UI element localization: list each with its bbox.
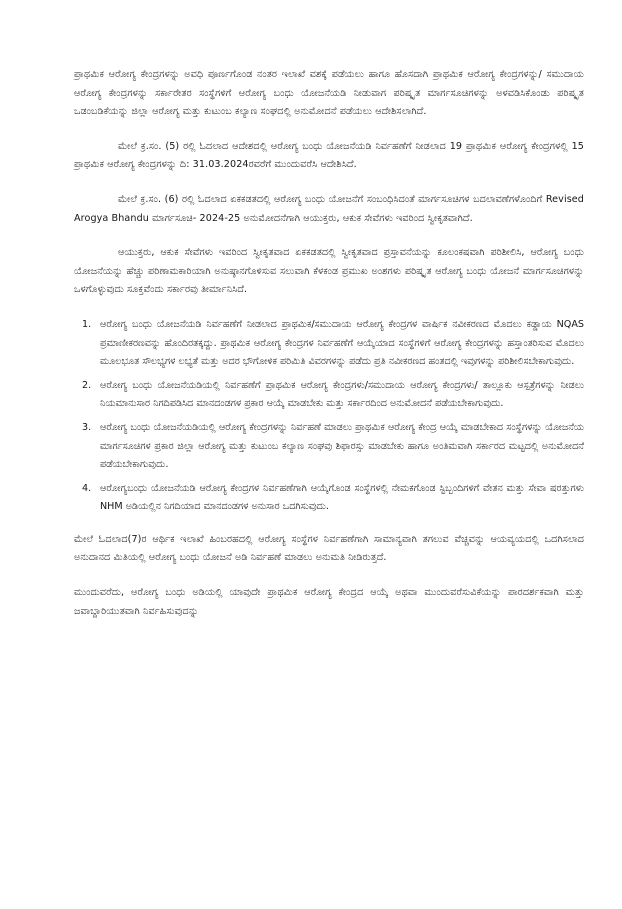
paragraph-handover: ಪ್ರಾಥಮಿಕ ಆರೋಗ್ಯ ಕೇಂದ್ರಗಳನ್ನು ಅವಧಿ ಪೂರ್ಣಗೊಂಡ ನಂತರ ಇಲಾಖೆ ವಶಕ್ಕೆ ಪಡೆಯಲು ಹಾಗೂ ಹೊಸದಾಗಿ ಪ್ರಾಥಮಿಕ ಆರೋಗ್ಯ ಕೇಂದ್ರಗಳನ್ನು/ ಸಮುದಾಯ ಆರೋಗ್ಯ ಕೇಂದ್ರಗಳನ್ನು ಸರ್ಕಾರೇತರ ಸಂಸ್ಥೆಗಳಿಗೆ ಆರೋಗ್ಯ ಬಂಧು ಯೋಜನೆಯಡಿ ನೀಡುವಾಗ ಪರಿಷ್ಕೃತ ಮಾರ್ಗಸೂಚಿಗಳನ್ನು ಅಳವಡಿಸಿಕೊಂಡು ಪರಿಷ್ಕೃತ ಒಡಂಬಡಿಕೆಯನ್ನು ಜಿಲ್ಲಾ ಆರೋಗ್ಯ ಮತ್ತು ಕುಟುಂಬ ಕಲ್ಯಾಣ ಸಂಘದಲ್ಲಿ ಅನುಮೋದನೆ ಪಡೆಯಲು ಆದೇಶಿಸಲಾಗಿದೆ. [74,69,584,118]
list-item-number: 2. [82,379,92,391]
list-item-text: ಆರೋಗ್ಯ ಬಂಧು ಯೋಜನೆಯಡಿಯಲ್ಲಿ ನಿರ್ವಹಣೆಗೆ ಪ್ರಾಥಮಿಕ ಆರೋಗ್ಯ ಕೇಂದ್ರಗಳು/ಸಮುದಾಯ ಆರೋಗ್ಯ ಕೇಂದ್ರಗಳು/ ತಾಲ್ಲೂಕು ಆಸ್ಪತ್ರೆಗಳನ್ನು ನೀಡಲು ನಿಯಮಾನುಸಾರ ನಿಗದಿಪಡಿಸಿದ ಮಾನದಂಡಗಳ ಪ್ರಕಾರ ಆಯ್ಕೆ ಮಾಡಬೇಕು ಮತ್ತು ಸರ್ಕಾರದಿಂದ ಅನುಮೋದನೆ ಪಡೆಯಬೇಕಾಗುವುದು. [100,379,584,410]
list-item-text: ಆರೋಗ್ಯ ಬಂಧು ಯೋಜನೆಯಡಿಯಲ್ಲಿ ಆರೋಗ್ಯ ಕೇಂದ್ರಗಳನ್ನು ನಿರ್ವಹಣೆ ಮಾಡಲು ಪ್ರಾಥಮಿಕ ಆರೋಗ್ಯ ಕೇಂದ್ರ ಆಯ್ಕೆ ಮಾಡಬೇಕಾದ ಸಂಸ್ಥೆಗಳನ್ನು ಯೋಜನೆಯ ಮಾರ್ಗಸೂಚಿಗಳ ಪ್ರಕಾರ ಜಿಲ್ಲಾ ಆರೋಗ್ಯ ಮತ್ತು ಕುಟುಂಬ ಕಲ್ಯಾಣ ಸಂಘವು ಶಿಫಾರಸ್ಸು ಮಾಡಬೇಕು ಹಾಗೂ ಅಂತಿಮವಾಗಿ ಸರ್ಕಾರದ ಮಟ್ಟದಲ್ಲಿ ಅನುಮೋದನೆ ಪಡೆಯಬೇಕಾಗುವುದು. [100,421,584,471]
list-item-number: 1. [82,318,92,330]
paragraph-government-decision: ಆಯುಕ್ತರು, ಆಕುಕ ಸೇವೆಗಳು ಇವರಿಂದ ಸ್ವೀಕೃತವಾದ ಏಕಕಡತದಲ್ಲಿ ಸ್ವೀಕೃತವಾದ ಪ್ರಸ್ತಾವನೆಯನ್ನು ಕೂಲಂಕಷವಾಗಿ ಪರಿಶೀಲಿಸಿ, ಆರೋಗ್ಯ ಬಂಧು ಯೋಜನೆಯನ್ನು ಹೆಚ್ಚು ಪರಿಣಾಮಕಾರಿಯಾಗಿ ಅನುಷ್ಠಾನಗೊಳಿಸುವ ಸಲುವಾಗಿ ಕೆಳಕಂಡ ಪ್ರಮುಖ ಅಂಶಗಳು ಪರಿಷ್ಕೃತ ಆರೋಗ್ಯ ಬಂಧು ಯೋಜನೆ ಮಾರ್ಗಸೂಚಿಗಳನ್ನು ಒಳಗೊಳ್ಳುವುದು ಸೂಕ್ತವೆಂದು ಸರ್ಕಾರವು ತೀರ್ಮಾನಿಸಿದೆ. [74,247,584,296]
decision-points-list [74,316,584,517]
list-item-text: ಆರೋಗ್ಯಬಂಧು ಯೋಜನೆಯಡಿ ಆರೋಗ್ಯ ಕೇಂದ್ರಗಳ ನಿರ್ವಹಣೆಗಾಗಿ ಆಯ್ಕೆಗೊಂಡ ಸಂಸ್ಥೆಗಳಲ್ಲಿ ನೇಮಕಗೊಂಡ ಸ್ಟಿಬ್ಬಂದಿಗಳಿಗೆ ವೇತನ ಮತ್ತು ಸೇವಾ ಷರತ್ತುಗಳು NHM ಅಡಿಯಲ್ಲಿನ ನಿಗದಿಯಾದ ಮಾನದಂಡಗಳ ಅನುಸಾರ ಒದಗಿಸುವುದು. [100,482,584,513]
paragraph-revised-guidelines: ಮೇಲೆ ಕ್ರ.ಸಂ. (6) ರಲ್ಲಿ ಓದಲಾದ ಏಕಕಡತದಲ್ಲಿ ಆರೋಗ್ಯ ಬಂಧು ಯೋಜನೆಗೆ ಸಂಬಂಧಿಸಿದಂತೆ ಮಾರ್ಗಸೂಚಿಗಳ ಬದಲಾವಣೆಗಳೊಂದಿಗೆ Revised Arogya Bhandu ಮಾರ್ಗಸೂಚಿ- 2024-25 ಅನುಮೋದನೆಗಾಗಿ ಆಯುಕ್ತರು, ಆಕುಕ ಸೇವೆಗಳು ಇವರಿಂದ ಸ್ವೀಕೃತವಾಗಿದೆ. [74,193,584,224]
list-item [74,480,584,517]
paragraph-transparency: ಮುಂದುವರೆದು, ಆರೋಗ್ಯ ಬಂಧು ಅಡಿಯಲ್ಲಿ ಯಾವುದೇ ಪ್ರಾಥಮಿಕ ಆರೋಗ್ಯ ಕೇಂದ್ರದ ಆಯ್ಕೆ ಅಥವಾ ಮುಂದುವರೆಸುವಿಕೆಯನ್ನು ಪಾರದರ್ಶಕವಾಗಿ ಮತ್ತು ಜವಾಬ್ದಾರಿಯುತವಾಗಿ ನಿರ್ವಹಿಸುವುದನ್ನು [74,587,584,617]
paragraph-finance-approval: ಮೇಲೆ ಓದಲಾದ(7)ರ ಆರ್ಥಿಕ ಇಲಾಖೆ ಹಿಂಬರಹದಲ್ಲಿ ಆರೋಗ್ಯ ಸಂಸ್ಥೆಗಳ ನಿರ್ವಹಣೆಗಾಗಿ ಸಾಮಾನ್ಯವಾಗಿ ತಗಲುವ ವೆಚ್ಚವನ್ನು ಆಯವ್ಯಯದಲ್ಲಿ ಒದಗಿಸಲಾದ ಅನುದಾನದ ಮಿತಿಯಲ್ಲಿ ಆರೋಗ್ಯ ಬಂಧು ಯೋಜನೆ ಅಡಿ ನಿರ್ವಹಣೆ ಮಾಡಲು ಅನುಮತಿ ನೀಡಿರುತ್ತದೆ. [74,533,584,564]
list-item [74,377,584,414]
list-item-text: ಆರೋಗ್ಯ ಬಂಧು ಯೋಜನೆಯಡಿ ನಿರ್ವಹಣೆಗೆ ನೀಡಲಾದ ಪ್ರಾಥಮಿಕ/ಸಮುದಾಯ ಆರೋಗ್ಯ ಕೇಂದ್ರಗಳ ವಾರ್ಷಿಕ ನವೀಕರಣದ ಮೊದಲು ಕಡ್ಡಾಯ NQAS ಪ್ರಮಾಣೀಕರಣವನ್ನು ಹೊಂದಿರತಕ್ಕದ್ದು. ಪ್ರಾಥಮಿಕ ಆರೋಗ್ಯ ಕೇಂದ್ರಗಳ ನಿರ್ವಹಣೆಗೆ ಆಯ್ಕೆಯಾದ ಸಂಸ್ಥೆಗಳಿಗೆ ಆರೋಗ್ಯ ಕೇಂದ್ರಗಳನ್ನು ಹಸ್ತಾಂತರಿಸುವ ಮೊದಲು ಮೂಲಭೂತ ಸೌಲಭ್ಯಗಳ ಲಭ್ಯತೆ ಮತ್ತು ಅದರ ಭೌಗೋಳಿಕ ಪರಿಮಿತಿ ವಿವರಗಳನ್ನು ಪಡೆದು ಪ್ರತಿ ನವೀಕರಣದ ಹಂತದಲ್ಲಿ ಇವುಗಳನ್ನು ಪರಿಶೀಲಿಸಬೇಕಾಗುವುದು. [100,318,584,368]
paragraph-continuation-order: ಮೇಲೆ ಕ್ರ.ಸಂ. (5) ರಲ್ಲಿ ಓದಲಾದ ಆದೇಶದಲ್ಲಿ ಆರೋಗ್ಯ ಬಂಧು ಯೋಜನೆಯಡಿ ನಿರ್ವಹಣೆಗೆ ನೀಡಲಾದ 19 ಪ್ರಾಥಮಿಕ ಆರೋಗ್ಯ ಕೇಂದ್ರಗಳಲ್ಲಿ 15 ಪ್ರಾಥಮಿಕ ಆರೋಗ್ಯ ಕೇಂದ್ರಗಳನ್ನು ದಿ: 31.03.2024ರವರೆಗೆ ಮುಂದುವರೆಸಿ ಆದೇಶಿಸಿದೆ. [74,140,584,171]
list-item [74,419,584,475]
list-item-number: 3. [82,421,92,433]
list-item [74,316,584,372]
list-item-number: 4. [82,482,92,494]
